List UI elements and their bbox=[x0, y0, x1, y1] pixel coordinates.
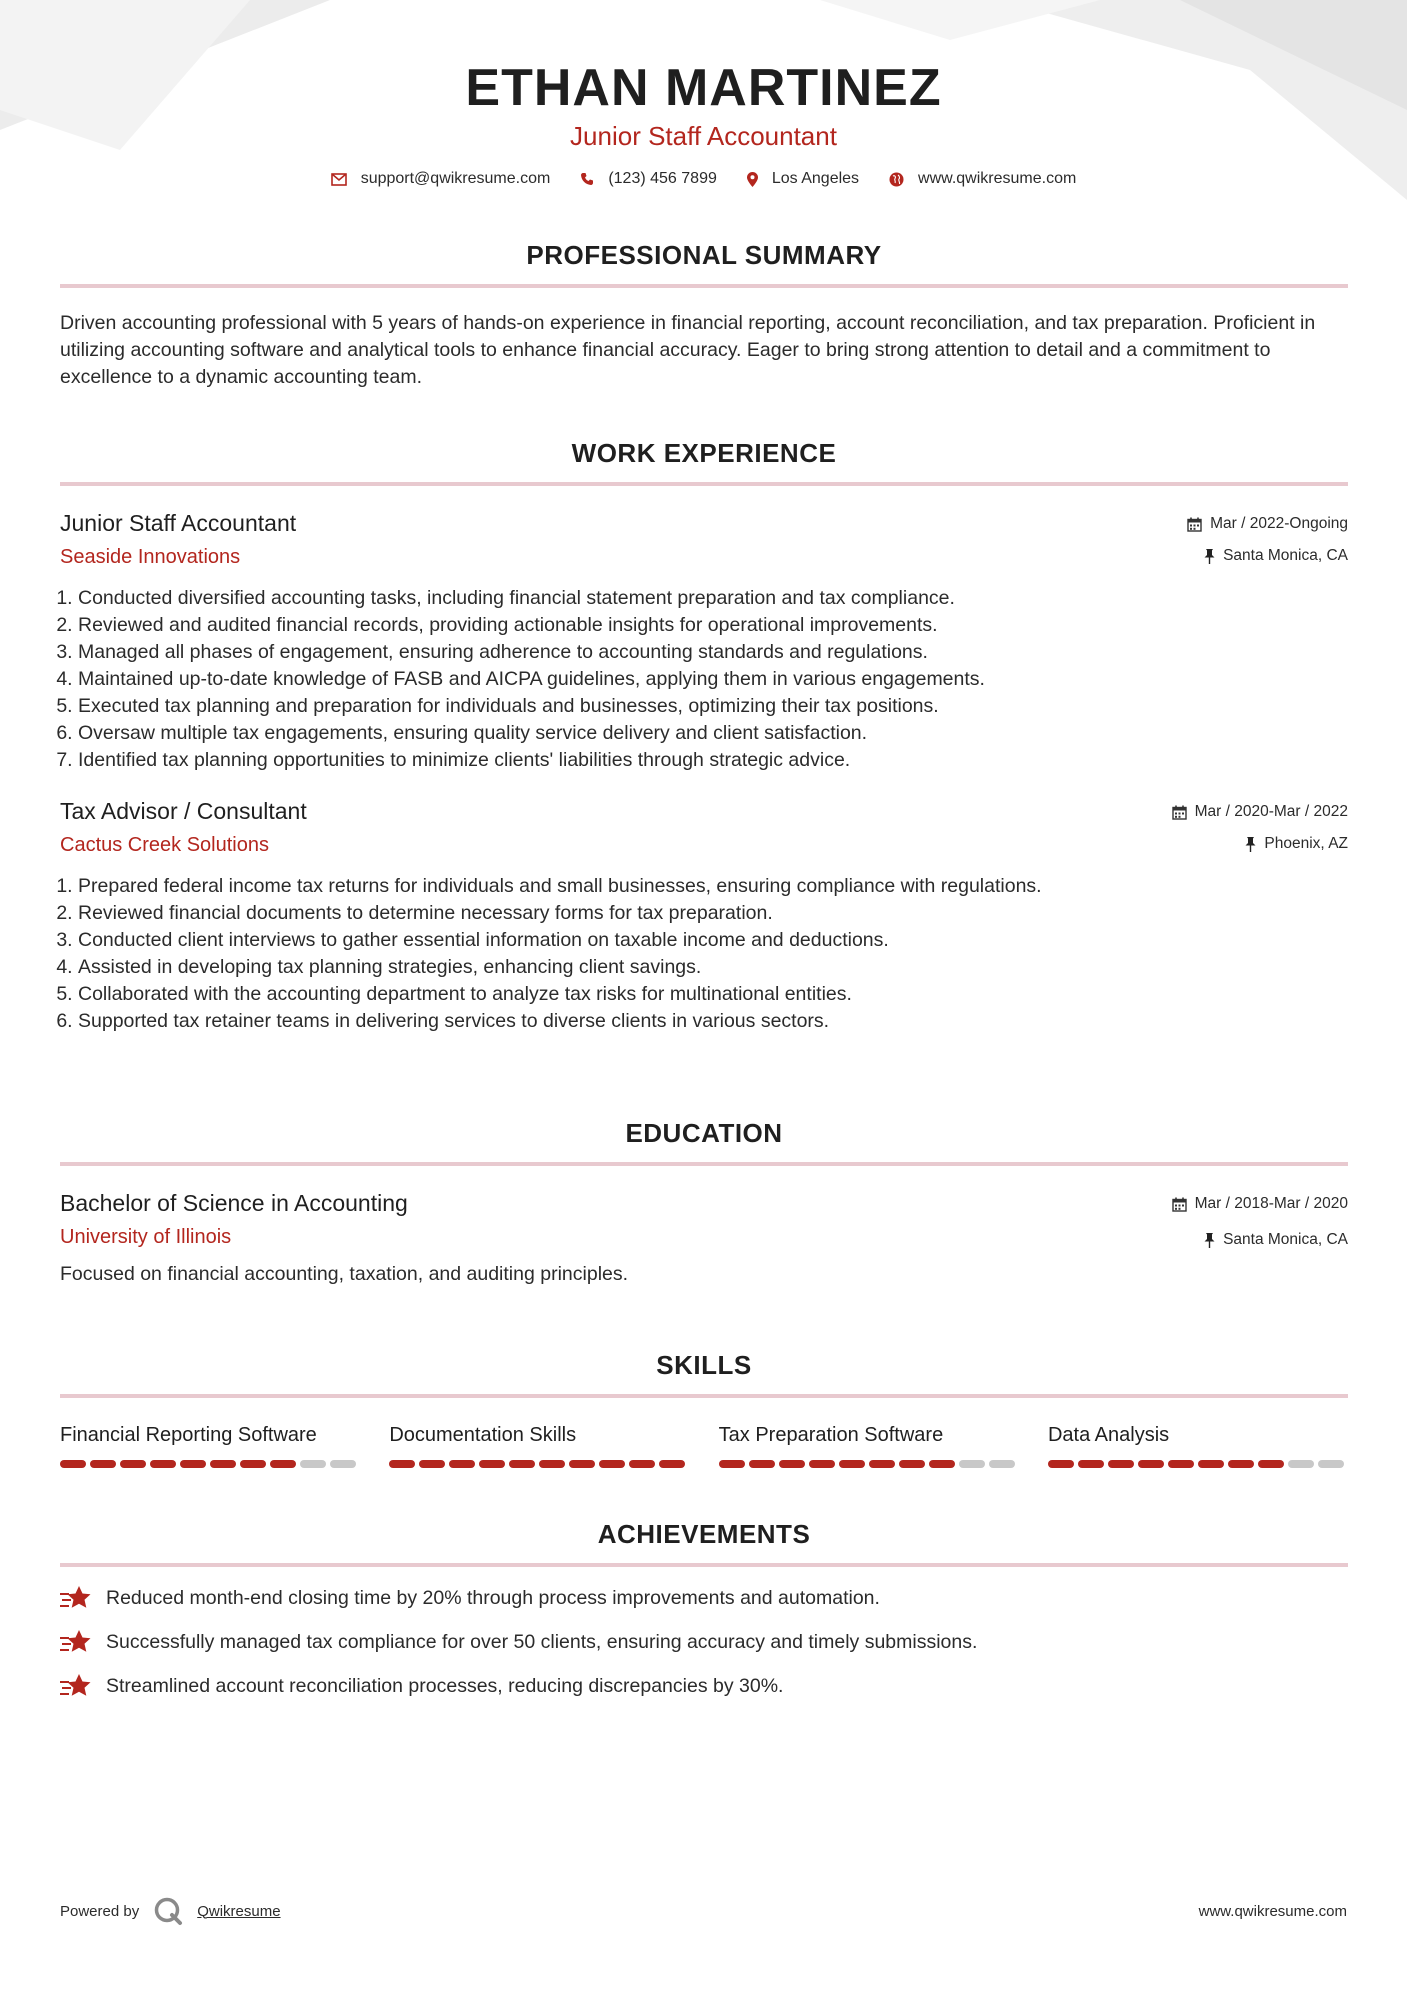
list-item: 6. Supported tax retainer teams in delivering services to diverse clients in various sectors. bbox=[78, 1008, 1348, 1035]
skill-level-bar bbox=[1048, 1460, 1348, 1468]
skill-level-segment bbox=[599, 1460, 625, 1468]
experience-section bbox=[60, 436, 1348, 1035]
skill-item bbox=[1048, 1422, 1348, 1468]
education-location bbox=[1172, 1228, 1348, 1252]
achievements-heading: ACHIEVEMENTS bbox=[597, 1519, 811, 1549]
education-entry bbox=[60, 1188, 1348, 1288]
summary-heading: PROFESSIONAL SUMMARY bbox=[526, 240, 882, 270]
skills-section bbox=[60, 1348, 1348, 1468]
powered-by bbox=[60, 1896, 281, 1926]
experience-heading: WORK EXPERIENCE bbox=[571, 438, 837, 468]
list-item: 1. Prepared federal income tax returns for individuals and small businesses, ensuring compliance with regulations. bbox=[78, 873, 1348, 900]
skill-level-segment bbox=[929, 1460, 955, 1468]
section-divider bbox=[60, 1563, 1348, 1567]
page-footer bbox=[60, 1896, 1347, 1926]
job-dates bbox=[1172, 800, 1348, 824]
skill-level-bar bbox=[60, 1460, 360, 1468]
job-company: Seaside Innovations bbox=[60, 546, 241, 568]
job-title: Tax Advisor / Consultant bbox=[60, 798, 307, 824]
contact-email[interactable] bbox=[331, 170, 551, 188]
skill-item bbox=[60, 1422, 360, 1468]
job-bullets bbox=[60, 585, 1348, 774]
skill-level-segment bbox=[330, 1460, 356, 1468]
skill-item bbox=[719, 1422, 1019, 1468]
skill-level-segment bbox=[509, 1460, 535, 1468]
job-company: Cactus Creek Solutions bbox=[60, 834, 269, 856]
qwikresume-logo-icon bbox=[153, 1896, 183, 1926]
skill-level-bar bbox=[719, 1460, 1019, 1468]
skill-level-bar bbox=[389, 1460, 689, 1468]
job-entry bbox=[60, 796, 1348, 1035]
skill-level-segment bbox=[1078, 1460, 1104, 1468]
job-entry bbox=[60, 508, 1348, 774]
skill-level-segment bbox=[419, 1460, 445, 1468]
contact-phone[interactable] bbox=[580, 170, 717, 188]
skill-level-segment bbox=[60, 1460, 86, 1468]
list-item: 2. Reviewed financial documents to determine necessary forms for tax preparation. bbox=[78, 900, 1348, 927]
candidate-name: ETHAN MARTINEZ bbox=[465, 59, 942, 117]
skill-level-segment bbox=[569, 1460, 595, 1468]
job-bullets bbox=[60, 873, 1348, 1035]
calendar-icon bbox=[1172, 805, 1187, 820]
job-location bbox=[1187, 544, 1348, 568]
pushpin-icon bbox=[1204, 1233, 1215, 1248]
skill-level-segment bbox=[300, 1460, 326, 1468]
skill-level-segment bbox=[959, 1460, 985, 1468]
skill-level-segment bbox=[629, 1460, 655, 1468]
skill-level-segment bbox=[1168, 1460, 1194, 1468]
list-item: 3. Managed all phases of engagement, ensuring adherence to accounting standards and regulations. bbox=[78, 639, 1348, 666]
skills-list bbox=[60, 1422, 1348, 1468]
list-item: 5. Executed tax planning and preparation for individuals and businesses, optimizing their tax positions. bbox=[78, 693, 1348, 720]
degree-title: Bachelor of Science in Accounting bbox=[60, 1190, 408, 1216]
skill-level-segment bbox=[809, 1460, 835, 1468]
star-award-icon bbox=[60, 1673, 92, 1699]
location-text: Los Angeles bbox=[771, 170, 860, 187]
candidate-role: Junior Staff Accountant bbox=[570, 121, 837, 151]
star-award-icon bbox=[60, 1629, 92, 1655]
footer-website[interactable]: www.qwikresume.com bbox=[1198, 1902, 1347, 1920]
summary-text: Driven accounting professional with 5 years of hands-on experience in financial reporting, account reconciliation, and tax preparation. Proficient in utilizing accounting software and analytical tools to enhance financial accuracy. Eager to bring strong attention to detail and a commitment to excellence to a dynamic accounting team. bbox=[60, 312, 1316, 388]
skill-name: Financial Reporting Software bbox=[60, 1424, 317, 1446]
skill-level-segment bbox=[719, 1460, 745, 1468]
summary-section bbox=[60, 238, 1348, 391]
achievement-item bbox=[60, 1629, 1348, 1655]
skill-level-segment bbox=[779, 1460, 805, 1468]
skill-item bbox=[389, 1422, 689, 1468]
achievement-text: Successfully managed tax compliance for over 50 clients, ensuring accuracy and timely submissions. bbox=[106, 1631, 978, 1653]
education-heading: EDUCATION bbox=[625, 1118, 783, 1148]
job-title: Junior Staff Accountant bbox=[60, 510, 297, 536]
contact-website[interactable] bbox=[889, 170, 1076, 188]
pushpin-icon bbox=[1245, 837, 1256, 852]
school-name: University of Illinois bbox=[60, 1226, 232, 1248]
skill-name: Data Analysis bbox=[1047, 1424, 1170, 1446]
skill-level-segment bbox=[240, 1460, 266, 1468]
job-location-text: Santa Monica, CA bbox=[1223, 547, 1348, 564]
education-description: Focused on financial accounting, taxation, and auditing principles. bbox=[60, 1263, 629, 1285]
section-divider bbox=[60, 1394, 1348, 1398]
calendar-icon bbox=[1187, 517, 1202, 532]
email-text: support@qwikresume.com bbox=[360, 170, 551, 187]
job-location bbox=[1172, 832, 1348, 856]
job-dates-text: Mar / 2020-Mar / 2022 bbox=[1194, 803, 1348, 820]
calendar-icon bbox=[1172, 1197, 1187, 1212]
education-meta bbox=[1172, 1192, 1348, 1260]
section-divider bbox=[60, 284, 1348, 288]
list-item: 1. Conducted diversified accounting tasks, including financial statement preparation and tax compliance. bbox=[78, 585, 1348, 612]
map-pin-icon bbox=[747, 172, 758, 187]
skill-level-segment bbox=[180, 1460, 206, 1468]
skill-level-segment bbox=[1108, 1460, 1134, 1468]
list-item: 4. Assisted in developing tax planning strategies, enhancing client savings. bbox=[78, 954, 1348, 981]
education-dates-text: Mar / 2018-Mar / 2020 bbox=[1194, 1195, 1348, 1212]
skill-level-segment bbox=[210, 1460, 236, 1468]
skill-level-segment bbox=[1048, 1460, 1074, 1468]
skill-level-segment bbox=[1258, 1460, 1284, 1468]
achievement-text: Streamlined account reconciliation processes, reducing discrepancies by 30%. bbox=[106, 1675, 784, 1697]
contact-location bbox=[747, 170, 859, 188]
skill-level-segment bbox=[1138, 1460, 1164, 1468]
phone-text: (123) 456 7899 bbox=[608, 170, 717, 187]
achievements-section bbox=[60, 1517, 1348, 1699]
job-dates bbox=[1187, 512, 1348, 536]
resume-header bbox=[0, 0, 1407, 188]
job-location-text: Phoenix, AZ bbox=[1264, 835, 1348, 852]
skill-level-segment bbox=[899, 1460, 925, 1468]
skill-level-segment bbox=[749, 1460, 775, 1468]
website-text: www.qwikresume.com bbox=[918, 170, 1077, 187]
powered-by-label: Powered by bbox=[60, 1902, 140, 1920]
skill-level-segment bbox=[1318, 1460, 1344, 1468]
skill-level-segment bbox=[479, 1460, 505, 1468]
education-location-text: Santa Monica, CA bbox=[1223, 1231, 1348, 1248]
qwikresume-link[interactable]: Qwikresume bbox=[197, 1902, 281, 1920]
envelope-icon bbox=[331, 173, 347, 186]
skill-level-segment bbox=[120, 1460, 146, 1468]
list-item: 2. Reviewed and audited financial records, providing actionable insights for operational improvements. bbox=[78, 612, 1348, 639]
section-divider bbox=[60, 482, 1348, 486]
section-divider bbox=[60, 1162, 1348, 1166]
list-item: 4. Maintained up-to-date knowledge of FASB and AICPA guidelines, applying them in various engagements. bbox=[78, 666, 1348, 693]
skill-level-segment bbox=[90, 1460, 116, 1468]
contact-bar bbox=[0, 170, 1407, 188]
list-item: 5. Collaborated with the accounting department to analyze tax risks for multinational entities. bbox=[78, 981, 1348, 1008]
skill-name: Documentation Skills bbox=[389, 1424, 577, 1446]
job-dates-text: Mar / 2022-Ongoing bbox=[1210, 515, 1348, 532]
skill-level-segment bbox=[989, 1460, 1015, 1468]
skill-level-segment bbox=[869, 1460, 895, 1468]
achievement-item bbox=[60, 1585, 1348, 1611]
skill-level-segment bbox=[389, 1460, 415, 1468]
achievements-list bbox=[60, 1585, 1348, 1699]
achievement-text: Reduced month-end closing time by 20% through process improvements and automation. bbox=[106, 1587, 880, 1609]
education-section bbox=[60, 1116, 1348, 1288]
skill-level-segment bbox=[270, 1460, 296, 1468]
globe-icon bbox=[889, 172, 904, 187]
skill-name: Tax Preparation Software bbox=[718, 1424, 944, 1446]
skill-level-segment bbox=[539, 1460, 565, 1468]
skills-heading: SKILLS bbox=[656, 1350, 752, 1380]
skill-level-segment bbox=[449, 1460, 475, 1468]
skill-level-segment bbox=[1288, 1460, 1314, 1468]
job-meta bbox=[1172, 800, 1348, 864]
education-dates bbox=[1172, 1192, 1348, 1216]
skill-level-segment bbox=[1198, 1460, 1224, 1468]
star-award-icon bbox=[60, 1585, 92, 1611]
skill-level-segment bbox=[839, 1460, 865, 1468]
phone-icon bbox=[580, 172, 594, 186]
list-item: 6. Oversaw multiple tax engagements, ensuring quality service delivery and client satisfaction. bbox=[78, 720, 1348, 747]
skill-level-segment bbox=[150, 1460, 176, 1468]
skill-level-segment bbox=[1228, 1460, 1254, 1468]
list-item: 3. Conducted client interviews to gather essential information on taxable income and deductions. bbox=[78, 927, 1348, 954]
achievement-item bbox=[60, 1673, 1348, 1699]
pushpin-icon bbox=[1204, 549, 1215, 564]
list-item: 7. Identified tax planning opportunities to minimize clients' liabilities through strategic advice. bbox=[78, 747, 1348, 774]
job-meta bbox=[1187, 512, 1348, 576]
skill-level-segment bbox=[659, 1460, 685, 1468]
